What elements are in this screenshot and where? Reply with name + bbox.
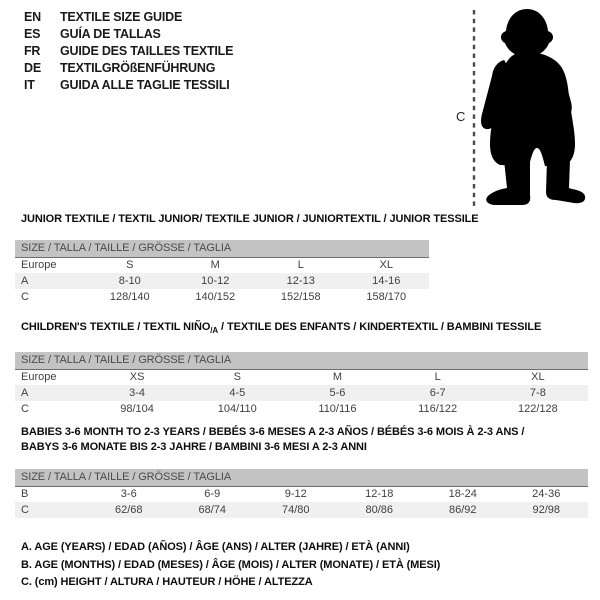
language-title: TEXTILE SIZE GUIDE [60,10,183,24]
table-row [15,352,588,369]
row-label-cell: Europe [21,259,57,272]
children-title-text: CHILDREN'S TEXTILE / TEXTIL NIÑO [21,321,211,333]
language-title: GUÍA DE TALLAS [60,27,161,41]
size-header-bar: SIZE / TALLA / TAILLE / GRÖSSE / TAGLIA [15,240,429,257]
language-title: GUIDE DES TAILLES TEXTILE [60,44,234,58]
size-header-bar: SIZE / TALLA / TAILLE / GRÖSSE / TAGLIA [15,352,588,369]
row-label-cell: C [21,291,29,303]
table-cell: XL [531,371,545,384]
table-cell: 116/122 [418,403,458,416]
toddler-silhouette-image [452,2,598,214]
row-label-cell: A [21,275,29,287]
language-code: EN [24,10,41,24]
toddler-figure [452,2,598,214]
table-cell: 6-7 [429,387,446,400]
table-cell: 158/170 [366,291,407,303]
table-cell: 3-4 [129,387,146,400]
children-section-title [15,320,588,338]
junior-section-title: JUNIOR TEXTILE / TEXTIL JUNIOR/ TEXTILE JUNIOR / JUNIORTEXTIL / JUNIOR TESSILE [21,213,479,225]
table-row [15,401,588,417]
table-cell: 3-6 [120,488,137,501]
row-label-cell: B [21,488,29,501]
table-cell: 9-12 [284,488,307,501]
table-cell: 14-16 [372,275,401,287]
table-cell: 92/98 [532,504,561,516]
babies-textile-section [15,425,588,518]
table-cell: 110/116 [318,403,357,416]
table-cell: 18-24 [448,488,477,501]
table-cell: XS [129,371,145,384]
row-label-cell: A [21,387,29,400]
baby-silhouette [481,9,585,205]
table-row [15,385,588,401]
language-row [24,43,233,60]
table-cell: 62/68 [114,504,143,516]
table-cell: 98/104 [120,403,154,416]
table-cell: 152/158 [280,291,321,303]
table-row [15,240,429,257]
row-label-cell: Europe [21,371,57,384]
table-cell: 4-5 [229,387,246,400]
table-cell: 5-6 [329,387,346,400]
table-cell: 68/74 [198,504,227,516]
table-row [15,289,429,305]
table-row [15,369,588,385]
babies-section-title [15,425,588,455]
table-cell: 12-18 [365,488,394,501]
junior-size-table [15,240,429,305]
row-label-cell: C [21,504,29,516]
language-code: DE [24,61,41,75]
table-cell: 140/152 [195,291,236,303]
legend-notes [21,539,440,592]
language-code: IT [24,78,35,92]
language-title: GUIDA ALLE TAGLIE TESSILI [60,78,230,92]
table-cell: 122/128 [517,403,558,416]
language-row [24,26,233,43]
table-cell: S [126,259,134,272]
table-cell: XL [379,259,393,272]
children-title-text: / TEXTILE DES ENFANTS / KINDERTEXTIL / BAMBINI TESSILE [218,321,542,333]
children-size-table [15,352,588,417]
language-row [24,9,233,26]
language-row [24,60,233,77]
babies-size-table [15,469,588,518]
children-textile-section [15,320,588,417]
table-cell: 7-8 [529,387,546,400]
table-row [15,257,429,273]
table-cell: 24-36 [532,488,561,501]
language-code: ES [24,27,41,41]
table-cell: S [233,371,241,384]
height-measure-label: C [456,109,466,124]
table-cell: 86/92 [448,504,477,516]
note-height-cm: C. (cm) HEIGHT / ALTURA / HAUTEUR / HÖHE / ALTEZZA [21,576,313,588]
row-label-cell: C [21,403,29,416]
language-title-list [24,9,233,94]
children-title-subscript: /A [210,326,219,336]
table-cell: 104/110 [217,403,257,416]
babies-title-line2: BABYS 3-6 MONATE BIS 2-3 JAHRE / BAMBINI 3-6 MESI A 2-3 ANNI [21,441,367,453]
table-row [15,273,429,289]
table-cell: 74/80 [281,504,310,516]
table-cell: 128/140 [109,291,150,303]
table-cell: M [332,371,343,384]
table-cell: L [434,371,441,384]
table-row [15,486,588,502]
table-cell: L [297,259,304,272]
table-cell: 80/86 [365,504,394,516]
table-row [15,469,588,486]
table-cell: 6-9 [204,488,221,501]
size-header-bar: SIZE / TALLA / TAILLE / GRÖSSE / TAGLIA [15,469,588,486]
note-age-months: B. AGE (MONTHS) / EDAD (MESES) / ÂGE (MOIS) / ALTER (MONATE) / ETÀ (MESI) [21,558,441,571]
note-age-years: A. AGE (YEARS) / EDAD (AÑOS) / ÂGE (ANS) / ALTER (JAHRE) / ETÀ (ANNI) [21,541,410,553]
babies-title-line1: BABIES 3-6 MONTH TO 2-3 YEARS / BEBÉS 3-6 MESES A 2-3 AÑOS / BÉBÉS 3-6 MOIS À 2-3 ANS / [21,426,525,438]
table-cell: 8-10 [118,275,141,287]
language-row [24,77,233,94]
language-code: FR [24,44,41,58]
table-cell: M [210,259,220,272]
table-cell: 10-12 [201,275,230,287]
table-row [15,502,588,518]
junior-textile-section [15,212,479,305]
table-cell: 12-13 [286,275,315,287]
language-title: TEXTILGRÖßENFÜHRUNG [60,61,216,75]
